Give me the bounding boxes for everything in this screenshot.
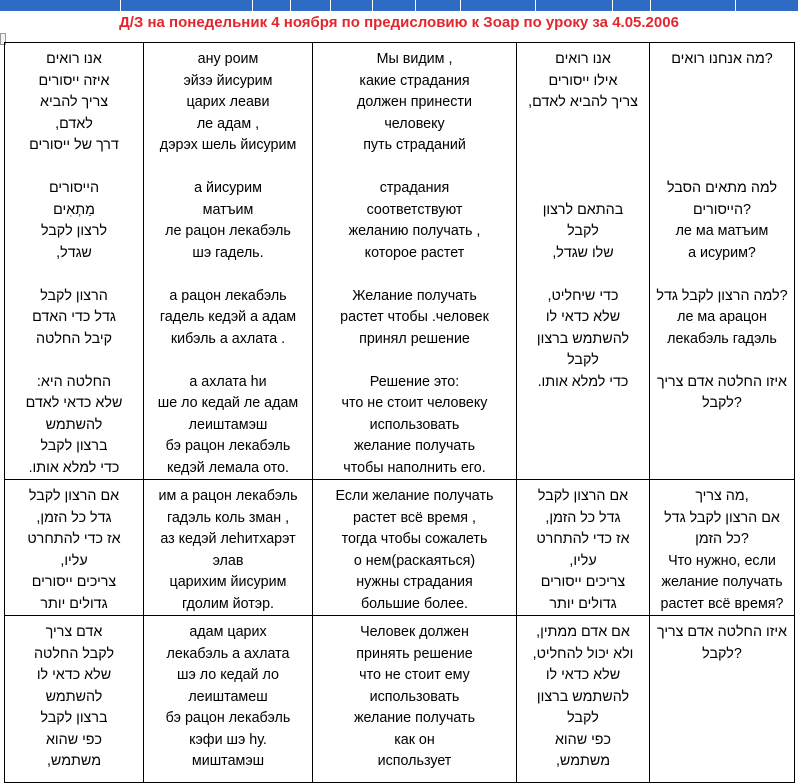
table-row [5, 616, 795, 783]
page-title: Д/З на понедельник 4 ноября по предисловию к Зоар по уроку за 4.05.2006 [119, 14, 679, 31]
ribbon-strip [0, 0, 798, 11]
question-cell: איזו החלטה אדם צריך לקבל? [650, 616, 795, 783]
question-cell: מה צריך, אם הרצון לקבל גדל כל הזמן? Что нужно, если желание получать растет всё время? [650, 480, 795, 616]
question-cell: מה אנחנו רואים? למה מתאים הסבל הייסורים? ле ма матъим а исурим? למה הרצון לקבל גדל? ле ма арацон лекабэль гадэль איזו החלטה אדם צריך לקבל? [650, 43, 795, 480]
hebrew-text-cell: אנו רואים איזה ייסורים צריך להביא לאדם, דרך של ייסורים הייסורים מַתְאִים לרצון לקבל שגדל, הרצון לקבל גדל כדי האדם קיבל החלטה החלטה היא: שלא כדאי לאדם להשתמש ברצון לקבל כדי למלא אותו. [5, 43, 144, 480]
hebrew-answer-cell: אם הרצון לקבל גדל כל הזמן, אז כדי להתחרט עליו, צריכים ייסורים גדולים יותר [517, 480, 650, 616]
russian-translation-cell: Мы видим , какие страдания должен принести человеку путь страданий страдания соответствуют желанию получать , которое растет Желание получать растет чтобы .человек принял решение Решение это: что не стоит человеку использовать желание получать чтобы наполнить его. [313, 43, 517, 480]
transliteration-cell: им а рацон лекабэль гадэль коль зман , аз кедэй леhитхарэт элав царихим йисурим гдолим йотэр. [144, 480, 313, 616]
table-row [5, 480, 795, 616]
hebrew-answer-cell: אם אדם ממתין, ולא יכול להחליט, שלא כדאי לו להשתמש ברצון לקבל כפי שהוא משתמש, [517, 616, 650, 783]
table-row [5, 43, 795, 480]
hebrew-text-cell: אדם צריך לקבל החלטה שלא כדאי לו להשתמש ברצון לקבל כפי שהוא משתמש, [5, 616, 144, 783]
russian-translation-cell: Если желание получать растет всё время , тогда чтобы сожалеть о нем(раскаяться) нужны страдания большие более. [313, 480, 517, 616]
hebrew-text-cell: אם הרצון לקבל גדל כל הזמן, אז כדי להתחרט עליו, צריכים ייסורים גדולים יותר [5, 480, 144, 616]
hebrew-answer-cell: אנו רואים אילו ייסורים צריך להביא לאדם, בהתאם לרצון לקבל שלו שגדל, כדי שיחליט, שלא כדאי לו להשתמש ברצון לקבל כדי למלא אותו. [517, 43, 650, 480]
transliteration-cell: адам царих лекабэль а ахлата шэ ло кедай ло леиштамеш бэ рацон лекабэль кэфи шэ hу. миштамэш [144, 616, 313, 783]
transliteration-cell: ану роим эйзэ йисурим царих леави ле адам , дэрэх шель йисурим а йисурим матъим ле рацон лекабэль шэ гадель. а рацон лекабэль гадель кедэй а адам кибэль а ахлата . а ахлата hи ше ло кедай ле адам леиштамэш бэ рацон лекабэль кедэй лемала ото. [144, 43, 313, 480]
russian-translation-cell: Человек должен принять решение что не стоит ему использовать желание получать как он использует [313, 616, 517, 783]
homework-table [4, 42, 795, 783]
